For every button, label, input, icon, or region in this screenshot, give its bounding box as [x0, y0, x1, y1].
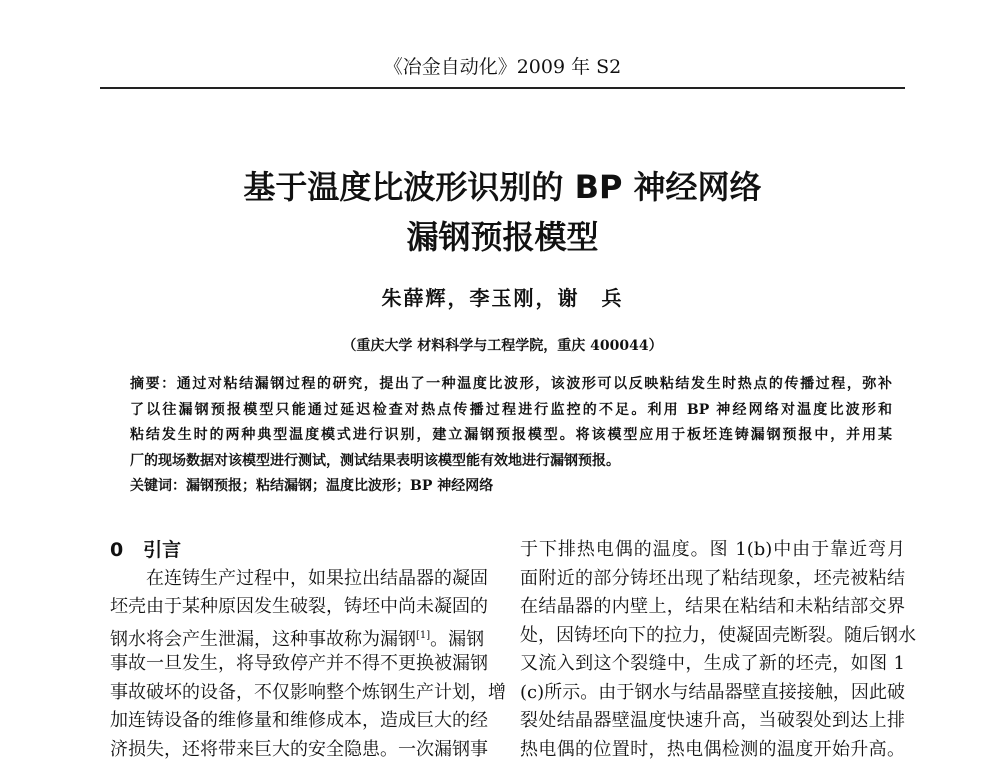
- abstract-line: 厂的现场数据对该模型进行测试，测试结果表明该模型能有效地进行漏钢预报。: [130, 449, 892, 475]
- body-line: 裂处结晶器壁温度快速升高，当破裂处到达上排: [520, 707, 905, 736]
- left-column: [110, 536, 466, 764]
- abstract-line: 了以往漏钢预报模型只能通过延迟检查对热点传播过程进行监控的不足。利用 BP 神经网络对温度比波形和: [130, 398, 892, 424]
- body-line: 加连铸设备的维修量和维修成本，造成巨大的经: [110, 707, 466, 736]
- body-line: 事故破坏的设备，不仅影响整个炼钢生产计划，增: [110, 679, 466, 708]
- body-line: (c)所示。由于钢水与结晶器壁直接接触，因此破: [520, 679, 905, 708]
- body-line: 又流入到这个裂缝中，生成了新的坯壳，如图 1: [520, 650, 905, 679]
- section-heading: [110, 536, 466, 565]
- right-column: [520, 536, 905, 764]
- body-text: 。漏钢: [430, 629, 484, 650]
- body-line: 处，因铸坯向下的拉力，使凝固壳断裂。随后钢水: [520, 622, 905, 651]
- abstract-line: 粘结发生时的两种典型温度模式进行识别，建立漏钢预报模型。将该模型应用于板坯连铸漏钢预报中，并用某: [130, 423, 892, 449]
- abstract: [130, 372, 892, 500]
- body-line: [110, 622, 466, 651]
- title-line-1: 基于温度比波形识别的 BP 神经网络: [100, 162, 905, 208]
- keywords: 关键词：漏钢预报；粘结漏钢；温度比波形；BP 神经网络: [130, 474, 892, 500]
- body-line: 事故一旦发生，将导致停产并不得不更换被漏钢: [110, 650, 466, 679]
- citation[interactable]: [1]: [416, 630, 430, 641]
- body-line: 面附近的部分铸坯出现了粘结现象，坯壳被粘结: [520, 565, 905, 594]
- body-line: 在结晶器的内壁上，结果在粘结和未粘结部交界: [520, 593, 905, 622]
- journal-header: 《冶金自动化》2009 年 S2: [100, 52, 905, 79]
- title-line-2: 漏钢预报模型: [100, 212, 905, 258]
- body-line: 坯壳由于某种原因发生破裂，铸坯中尚未凝固的: [110, 593, 466, 622]
- body-line: 济损失，还将带来巨大的安全隐患。一次漏钢事: [110, 736, 466, 764]
- body-text: 钢水将会产生泄漏，这种事故称为漏钢: [110, 629, 416, 650]
- affiliation: （重庆大学 材料科学与工程学院，重庆 400044）: [100, 335, 905, 355]
- authors: 朱薛辉，李玉刚，谢 兵: [100, 282, 905, 311]
- body-line: 于下排热电偶的温度。图 1(b)中由于靠近弯月: [520, 536, 905, 565]
- header-rule: [100, 87, 905, 89]
- section-title: 引言: [143, 539, 181, 561]
- abstract-line: 摘要：通过对粘结漏钢过程的研究，提出了一种温度比波形，该波形可以反映粘结发生时热点的传播过程，弥补: [130, 372, 892, 398]
- section-number: 0: [110, 539, 123, 561]
- body-line: 在连铸生产过程中，如果拉出结晶器的凝固: [110, 565, 466, 594]
- body-line: 热电偶的位置时，热电偶检测的温度开始升高。: [520, 736, 905, 764]
